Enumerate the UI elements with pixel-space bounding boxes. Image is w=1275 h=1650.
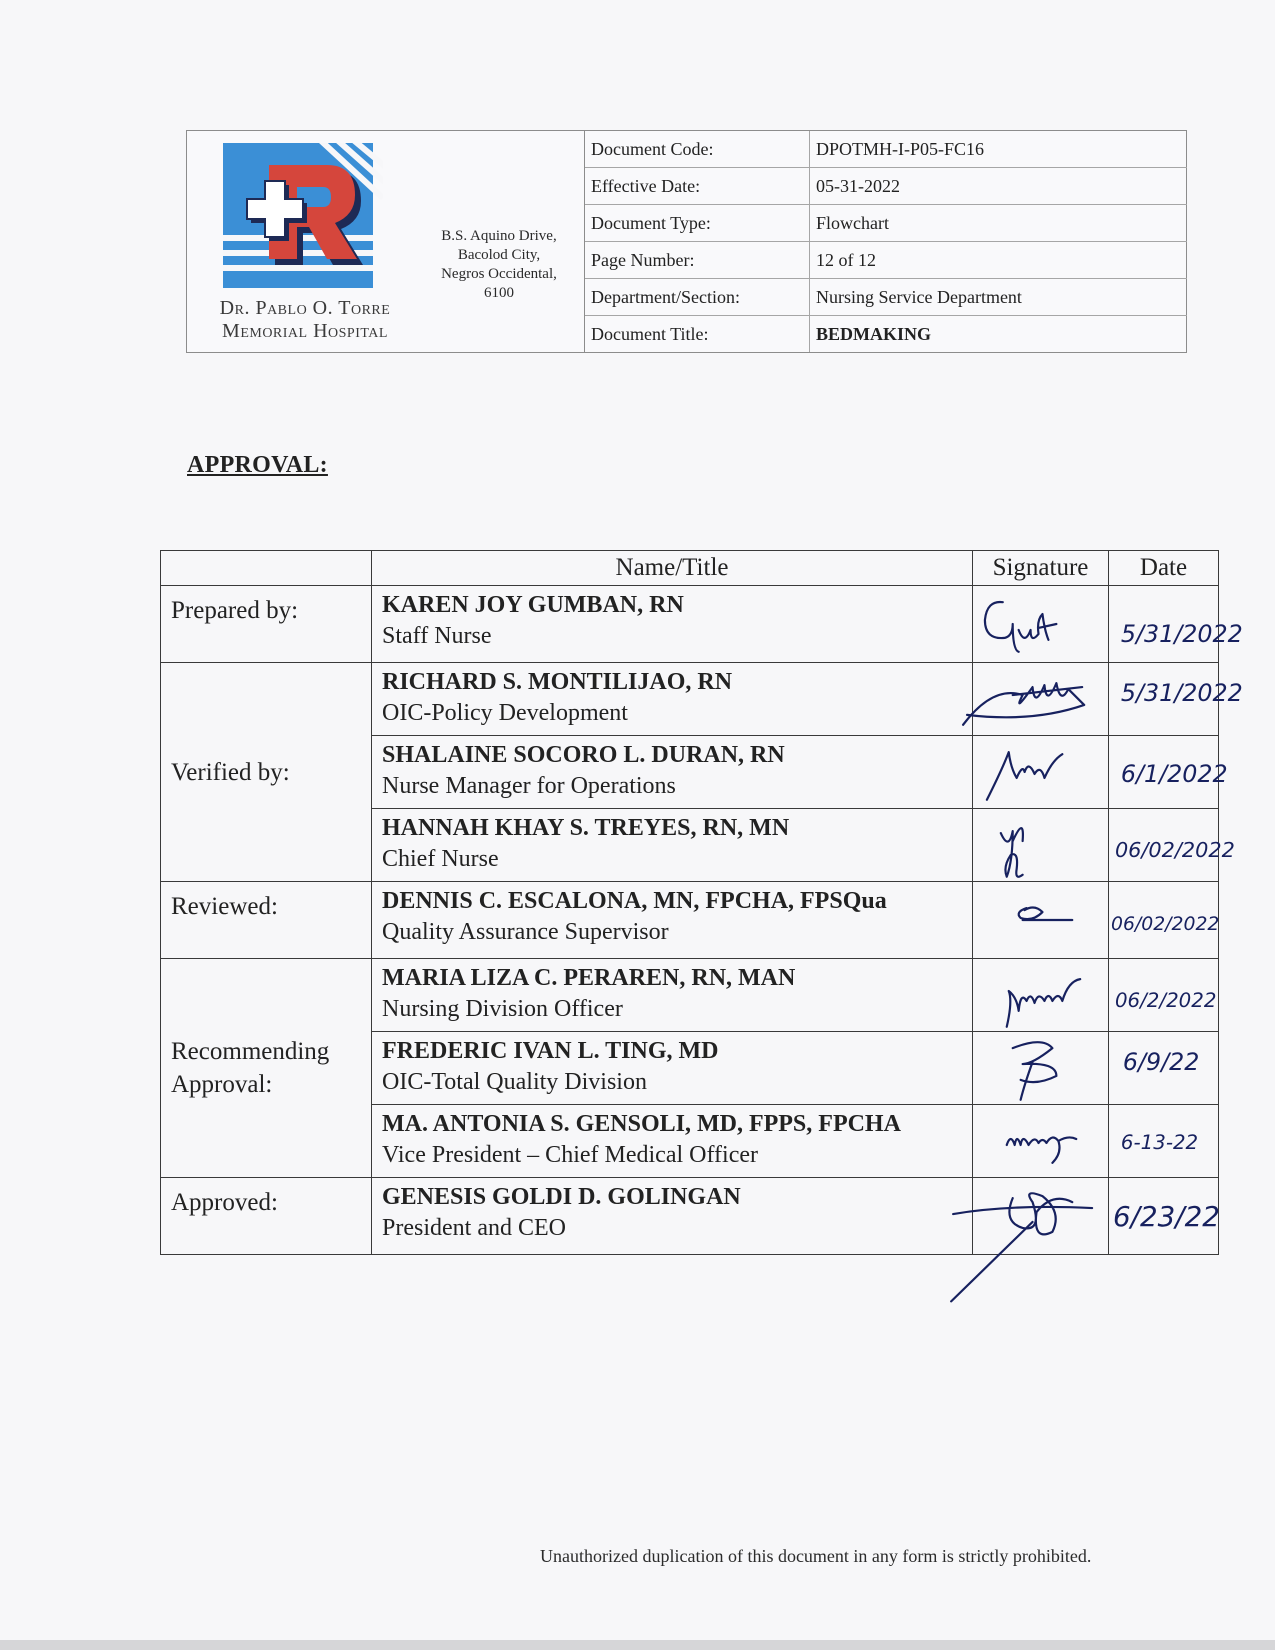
- signature-cell: [973, 1032, 1109, 1105]
- person-title: Vice President – Chief Medical Officer: [382, 1142, 758, 1168]
- name-title-cell: [372, 736, 973, 809]
- handwritten-signature: [973, 959, 1108, 1031]
- duplication-notice: Unauthorized duplication of this document in any form is strictly prohibited.: [540, 1546, 1092, 1566]
- page-bottom-edge: [0, 1640, 1275, 1650]
- hospital-name-line2: Memorial Hospital: [222, 320, 388, 342]
- role-verified: Verified by:: [161, 663, 372, 882]
- approval-table: [160, 550, 1243, 1255]
- handwritten-signature: [973, 586, 1108, 662]
- person-title: Nursing Division Officer: [382, 996, 623, 1022]
- date-text: 6-13-22: [1120, 1130, 1199, 1154]
- name-title-cell: [372, 663, 973, 736]
- name-title-cell: [372, 1032, 973, 1105]
- date-text: 06/02/2022: [1114, 837, 1235, 862]
- meta-label: Document Title:: [585, 316, 810, 352]
- address-line: Negros Occidental,: [441, 266, 557, 282]
- handwritten-date: [1109, 586, 1243, 662]
- handwritten-signature: [973, 809, 1108, 881]
- column-header-role: [161, 551, 372, 586]
- date-cell: [1109, 663, 1243, 736]
- name-title-cell: [372, 1105, 973, 1178]
- meta-value: BEDMAKING: [816, 324, 932, 344]
- person-title: Staff Nurse: [382, 623, 492, 649]
- handwritten-signature: [973, 1032, 1108, 1104]
- date-text: 6/23/22: [1112, 1199, 1220, 1233]
- hospital-address: [417, 227, 581, 303]
- meta-label: Document Code:: [585, 131, 810, 167]
- meta-value: Flowchart: [816, 213, 889, 233]
- signature-cell: [973, 663, 1109, 736]
- person-title: Nurse Manager for Operations: [382, 773, 676, 799]
- signature-cell: [973, 882, 1109, 959]
- role-recommending-approval: Recommending Approval:: [161, 959, 372, 1178]
- date-cell: [1109, 959, 1219, 1032]
- handwritten-signature: [973, 663, 1108, 735]
- date-cell: [1109, 809, 1235, 882]
- address-line: Bacolod City,: [457, 247, 541, 263]
- date-cell: [1109, 1032, 1219, 1105]
- name-title-cell: [372, 809, 973, 882]
- column-header-date: Date: [1109, 551, 1219, 586]
- column-header-name-title: Name/Title: [372, 551, 973, 586]
- date-text: 5/31/2022: [1120, 619, 1243, 648]
- person-title: President and CEO: [382, 1215, 566, 1241]
- handwritten-signature: [973, 1105, 1108, 1177]
- date-text: 6/1/2022: [1120, 759, 1228, 788]
- date-cell: [1109, 736, 1228, 809]
- hospital-name-line1: Dr. Pablo O. Torre: [219, 297, 391, 319]
- role-reviewed: Reviewed:: [161, 882, 372, 959]
- handwritten-signature: [973, 882, 1108, 958]
- signature-cell: [973, 736, 1109, 809]
- column-header-signature: Signature: [973, 551, 1109, 586]
- meta-row-document-title: [585, 316, 1187, 352]
- meta-row-document-type: [585, 205, 1187, 242]
- hospital-logo-icon: [223, 143, 383, 293]
- handwritten-date: [1109, 959, 1218, 1031]
- person-name: FREDERIC IVAN L. TING, MD: [382, 1038, 719, 1064]
- document-header: [186, 130, 1187, 353]
- handwritten-date: [1109, 1178, 1218, 1254]
- table-row: [161, 959, 1219, 1032]
- meta-value: 05-31-2022: [816, 176, 900, 196]
- signature-cell: [973, 809, 1109, 882]
- table-row: [161, 882, 1219, 959]
- date-cell: [1109, 882, 1219, 959]
- document-metadata: [584, 131, 1187, 352]
- person-name: GENESIS GOLDI D. GOLINGAN: [382, 1184, 741, 1210]
- date-text: 06/2/2022: [1114, 988, 1217, 1012]
- handwritten-date: [1109, 1105, 1218, 1177]
- handwritten-signature: [973, 736, 1108, 808]
- handwritten-date: [1109, 736, 1228, 808]
- hospital-name: [193, 297, 417, 343]
- meta-row-page-number: [585, 242, 1187, 279]
- person-name: HANNAH KHAY S. TREYES, RN, MN: [382, 815, 790, 841]
- role-prepared: Prepared by:: [161, 586, 372, 663]
- address-line: 6100: [484, 285, 514, 301]
- person-name: KAREN JOY GUMBAN, RN: [382, 592, 684, 618]
- date-cell: [1109, 1105, 1219, 1178]
- meta-row-effective-date: [585, 168, 1187, 205]
- name-title-cell: [372, 882, 973, 959]
- meta-label: Department/Section:: [585, 279, 810, 315]
- person-title: OIC-Total Quality Division: [382, 1069, 647, 1095]
- signature-cell: [973, 1178, 1109, 1255]
- signature-cell: [973, 1105, 1109, 1178]
- table-header-row: [161, 551, 1219, 586]
- person-title: Chief Nurse: [382, 846, 499, 872]
- signature-cell: [973, 959, 1109, 1032]
- person-title: OIC-Policy Development: [382, 700, 628, 726]
- date-text: 06/02/2022: [1110, 913, 1220, 935]
- meta-row-department: [585, 279, 1187, 316]
- table-row: [161, 1178, 1219, 1255]
- person-name: SHALAINE SOCORO L. DURAN, RN: [382, 742, 785, 768]
- meta-row-document-code: [585, 131, 1187, 168]
- table-row: [161, 663, 1219, 736]
- handwritten-date: [1109, 663, 1243, 735]
- meta-label: Page Number:: [585, 242, 810, 278]
- approval-heading: APPROVAL:: [187, 452, 328, 478]
- meta-value: Nursing Service Department: [816, 287, 1022, 307]
- role-approved: Approved:: [161, 1178, 372, 1255]
- name-title-cell: [372, 1178, 973, 1255]
- date-cell: [1109, 1178, 1219, 1255]
- date-text: 6/9/22: [1122, 1047, 1200, 1076]
- handwritten-signature: [973, 1178, 1108, 1254]
- person-name: DENNIS C. ESCALONA, MN, FPCHA, FPSQua: [382, 888, 887, 914]
- person-name: MARIA LIZA C. PERAREN, RN, MAN: [382, 965, 796, 991]
- person-name: RICHARD S. MONTILIJAO, RN: [382, 669, 733, 695]
- name-title-cell: [372, 959, 973, 1032]
- handwritten-date: [1109, 1032, 1218, 1104]
- meta-value: 12 of 12: [816, 250, 876, 270]
- address-line: B.S. Aquino Drive,: [441, 228, 557, 244]
- meta-value: DPOTMH-I-P05-FC16: [816, 139, 985, 159]
- meta-label: Document Type:: [585, 205, 810, 241]
- date-text: 5/31/2022: [1120, 678, 1243, 707]
- person-title: Quality Assurance Supervisor: [382, 919, 669, 945]
- date-cell: [1109, 586, 1243, 663]
- meta-label: Effective Date:: [585, 168, 810, 204]
- handwritten-date: [1109, 809, 1235, 881]
- name-title-cell: [372, 586, 973, 663]
- signature-cell: [973, 586, 1109, 663]
- hospital-identity: [187, 131, 584, 352]
- table-row: [161, 586, 1219, 663]
- person-name: MA. ANTONIA S. GENSOLI, MD, FPPS, FPCHA: [382, 1111, 901, 1137]
- handwritten-date: [1109, 882, 1218, 958]
